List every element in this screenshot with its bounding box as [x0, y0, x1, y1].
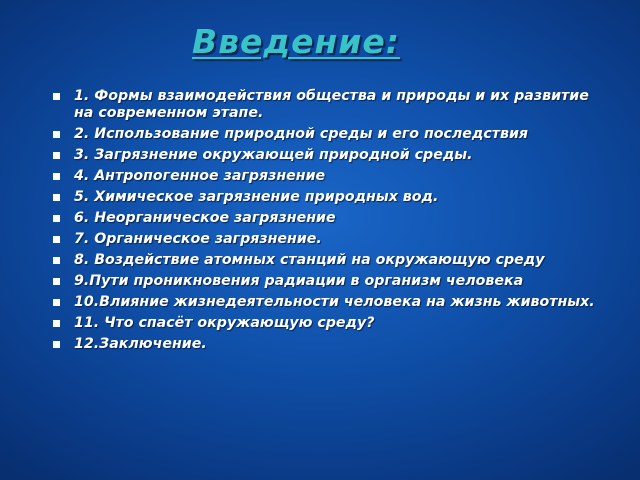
list-item-text: 6. Неорганическое загрязнение: [74, 210, 336, 226]
square-bullet-icon: [53, 93, 60, 100]
slide-title: Введение:: [192, 22, 400, 61]
square-bullet-icon: [53, 152, 60, 159]
list-item: [52, 294, 612, 311]
agenda-list: [52, 88, 612, 357]
list-item-text: 10.Влияние жизнедеятельности человека на жизнь животных.: [74, 294, 595, 310]
list-item: [52, 231, 612, 248]
list-item: [52, 88, 612, 122]
square-bullet-icon: [53, 320, 60, 327]
list-item: [52, 147, 612, 164]
square-bullet-icon: [53, 257, 60, 264]
list-item-text: 12.Заключение.: [74, 336, 207, 352]
list-item: [52, 126, 612, 143]
list-item-text: 11. Что спасёт окружающую среду?: [74, 315, 375, 331]
list-item: [52, 168, 612, 185]
square-bullet-icon: [53, 215, 60, 222]
square-bullet-icon: [53, 173, 60, 180]
list-item-text: 3. Загрязнение окружающей природной среды.: [74, 147, 473, 163]
list-item-text: 2. Использование природной среды и его последствия: [74, 126, 529, 142]
list-item-text: 1. Формы взаимодействия общества и природы и их развитие на современном этапе.: [74, 88, 589, 121]
square-bullet-icon: [53, 194, 60, 201]
list-item: [52, 210, 612, 227]
list-item: [52, 315, 612, 332]
square-bullet-icon: [53, 278, 60, 285]
list-item-text: 8. Воздействие атомных станций на окружающую среду: [74, 252, 545, 268]
list-item: [52, 336, 612, 353]
list-item-text: 5. Химическое загрязнение природных вод.: [74, 189, 439, 205]
list-item-text: 9.Пути проникновения радиации в организм человека: [74, 273, 524, 289]
list-item: [52, 273, 612, 290]
square-bullet-icon: [53, 131, 60, 138]
square-bullet-icon: [53, 236, 60, 243]
list-item-text: 4. Антропогенное загрязнение: [74, 168, 326, 184]
list-item: [52, 252, 612, 269]
square-bullet-icon: [53, 299, 60, 306]
list-item-text: 7. Органическое загрязнение.: [74, 231, 322, 247]
square-bullet-icon: [53, 341, 60, 348]
list-item: [52, 189, 612, 206]
